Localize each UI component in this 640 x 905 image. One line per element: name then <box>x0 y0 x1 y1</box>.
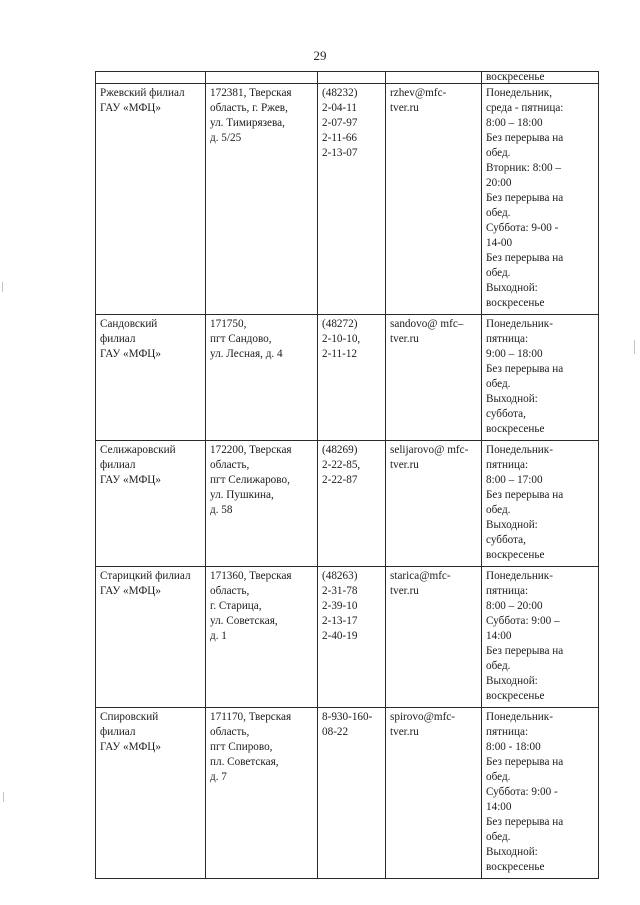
cell-line: Ржевский филиал <box>100 87 185 99</box>
cell-line: (48272) <box>322 318 358 330</box>
cell-schedule <box>482 441 599 567</box>
branches-table <box>95 71 599 879</box>
cell-line: 20:00 <box>486 177 512 189</box>
cell-line: 9:00 – 18:00 <box>486 348 543 360</box>
cell-schedule <box>482 567 599 708</box>
table-row <box>96 315 599 441</box>
cell-line: филиал <box>100 333 136 345</box>
cell-line: Без перерыва на <box>486 645 564 657</box>
cell-phones <box>318 441 386 567</box>
cell-line: обед. <box>486 504 511 516</box>
cell-line: пятница: <box>486 459 529 471</box>
table-row <box>96 84 599 315</box>
cell-line: Спировский <box>100 711 159 723</box>
cell-line: Суббота: 9:00 – <box>486 615 560 627</box>
cell-line: Выходной: <box>486 393 538 405</box>
cell-address <box>206 441 318 567</box>
cell-email <box>386 708 482 879</box>
cell-address <box>206 708 318 879</box>
cell-line: воскресенье <box>486 549 545 561</box>
cell-line: Сандовский <box>100 318 158 330</box>
cell-line: обед. <box>486 660 511 672</box>
cell-line: 171750, <box>210 318 247 330</box>
cell-line: Понедельник- <box>486 711 553 723</box>
cell-line: Без перерыва на <box>486 756 564 768</box>
cell-line: пгт Спирово, <box>210 741 273 753</box>
cell-line: 2-22-85, <box>322 459 361 471</box>
cell-line: 2-10-10, <box>322 333 361 345</box>
cell-line: (48263) <box>322 570 358 582</box>
cell-line: 171170, Тверская <box>210 711 292 723</box>
cell-line: ГАУ «МФЦ» <box>100 348 161 360</box>
cell-line: Селижаровский <box>100 444 176 456</box>
cell-schedule: воскресенье <box>482 72 599 84</box>
cell-line: 2-13-17 <box>322 615 358 627</box>
cell-schedule <box>482 315 599 441</box>
cell-line: Без перерыва на <box>486 252 564 264</box>
cell-phones <box>318 315 386 441</box>
table-row-continuation <box>96 72 599 84</box>
cell-line: ул. Пушкина, <box>210 489 274 501</box>
cell-line: г. Старица, <box>210 600 262 612</box>
cell-line: Выходной: <box>486 519 538 531</box>
cell-line: tver.ru <box>390 459 419 471</box>
cell-line: 172381, Тверская <box>210 87 292 99</box>
cell-line: 2-40-19 <box>322 630 358 642</box>
cell-line: 8:00 – 18:00 <box>486 117 543 129</box>
cell-line: воскресенье <box>486 861 545 873</box>
cell-email <box>386 441 482 567</box>
cell-line: 14:00 <box>486 630 512 642</box>
cell-line: среда - пятница: <box>486 102 564 114</box>
cell-line: 2-11-66 <box>322 132 358 144</box>
table-row <box>96 708 599 879</box>
cell-address <box>206 84 318 315</box>
table-row <box>96 441 599 567</box>
cell-email <box>386 84 482 315</box>
cell-line: Без перерыва на <box>486 816 564 828</box>
cell-line: д. 1 <box>210 630 227 642</box>
scan-mark <box>634 340 635 354</box>
cell-phones <box>318 567 386 708</box>
cell-line: tver.ru <box>390 726 419 738</box>
cell-line: пятница: <box>486 333 529 345</box>
cell-line: д. 7 <box>210 771 227 783</box>
cell-phones <box>318 84 386 315</box>
cell-line: tver.ru <box>390 102 419 114</box>
cell-line: пгт Сандово, <box>210 333 272 345</box>
cell-line: starica@mfc- <box>390 570 451 582</box>
cell-name <box>96 72 206 84</box>
cell-line: обед. <box>486 378 511 390</box>
cell-line: 8:00 – 20:00 <box>486 600 543 612</box>
cell-schedule <box>482 84 599 315</box>
cell-line: Без перерыва на <box>486 192 564 204</box>
cell-line: филиал <box>100 459 136 471</box>
cell-line: Понедельник- <box>486 444 553 456</box>
scan-mark <box>2 282 3 292</box>
cell-line: воскресенье <box>486 297 545 309</box>
cell-line: 2-11-12 <box>322 348 358 360</box>
cell-address <box>206 567 318 708</box>
cell-name <box>96 441 206 567</box>
cell-address <box>206 315 318 441</box>
cell-line: 8:00 – 17:00 <box>486 474 543 486</box>
cell-line: Без перерыва на <box>486 132 564 144</box>
cell-line: пятница: <box>486 585 529 597</box>
cell-line: ГАУ «МФЦ» <box>100 474 161 486</box>
cell-address <box>206 72 318 84</box>
cell-line: Без перерыва на <box>486 489 564 501</box>
cell-line: ул. Тимирязева, <box>210 117 285 129</box>
cell-phones <box>318 708 386 879</box>
cell-line: область, г. Ржев, <box>210 102 288 114</box>
cell-line: обед. <box>486 267 511 279</box>
cell-line: обед. <box>486 147 511 159</box>
cell-line: ГАУ «МФЦ» <box>100 585 161 597</box>
cell-line: sandovo@ mfc– <box>390 318 464 330</box>
cell-line: selijarovo@ mfc- <box>390 444 469 456</box>
cell-line: spirovo@mfc- <box>390 711 455 723</box>
cell-line: 2-13-07 <box>322 147 358 159</box>
cell-line: 171360, Тверская <box>210 570 292 582</box>
cell-line: обед. <box>486 207 511 219</box>
cell-name <box>96 315 206 441</box>
cell-line: Выходной: <box>486 282 538 294</box>
cell-line: воскресенье <box>486 423 545 435</box>
cell-email <box>386 315 482 441</box>
cell-line: д. 5/25 <box>210 132 242 144</box>
cell-line: 2-39-10 <box>322 600 358 612</box>
cell-line: Понедельник- <box>486 318 553 330</box>
cell-line: 8-930-160- <box>322 711 373 723</box>
cell-line: воскресенье <box>486 690 545 702</box>
cell-line: rzhev@mfc- <box>390 87 447 99</box>
cell-line: обед. <box>486 831 511 843</box>
cell-line: суббота, <box>486 534 526 546</box>
cell-email <box>386 567 482 708</box>
cell-line: 2-04-11 <box>322 102 358 114</box>
cell-line: 14-00 <box>486 237 513 249</box>
cell-line: 2-31-78 <box>322 585 358 597</box>
cell-line: суббота, <box>486 408 526 420</box>
cell-line: Выходной: <box>486 675 538 687</box>
cell-line: область, <box>210 585 250 597</box>
cell-line: д. 58 <box>210 504 233 516</box>
cell-line: (48232) <box>322 87 358 99</box>
cell-line: Суббота: 9:00 - <box>486 786 558 798</box>
cell-line: Старицкий филиал <box>100 570 191 582</box>
cell-phones <box>318 72 386 84</box>
cell-line: Суббота: 9-00 - <box>486 222 559 234</box>
cell-line: пятница: <box>486 726 529 738</box>
cell-name <box>96 84 206 315</box>
cell-line: (48269) <box>322 444 358 456</box>
cell-line: Вторник: 8:00 – <box>486 162 561 174</box>
cell-line: 172200, Тверская <box>210 444 292 456</box>
cell-line: ГАУ «МФЦ» <box>100 741 161 753</box>
cell-name <box>96 567 206 708</box>
cell-line: Понедельник- <box>486 570 553 582</box>
scan-mark <box>3 792 4 802</box>
cell-line: 14:00 <box>486 801 512 813</box>
cell-line: область, <box>210 726 250 738</box>
cell-line: обед. <box>486 771 511 783</box>
cell-schedule <box>482 708 599 879</box>
cell-name <box>96 708 206 879</box>
cell-line: Выходной: <box>486 846 538 858</box>
cell-line: Без перерыва на <box>486 363 564 375</box>
cell-line: 08-22 <box>322 726 349 738</box>
cell-line: Понедельник, <box>486 87 553 99</box>
cell-line: 2-07-97 <box>322 117 358 129</box>
page-number: 29 <box>313 48 327 63</box>
cell-line: ул. Советская, <box>210 615 278 627</box>
cell-line: пл. Советская, <box>210 756 279 768</box>
cell-line: 2-22-87 <box>322 474 358 486</box>
cell-line: tver.ru <box>390 333 419 345</box>
cell-email <box>386 72 482 84</box>
cell-line: ул. Лесная, д. 4 <box>210 348 283 360</box>
cell-line: филиал <box>100 726 136 738</box>
cell-line: ГАУ «МФЦ» <box>100 102 161 114</box>
cell-line: пгт Селижарово, <box>210 474 290 486</box>
cell-line: tver.ru <box>390 585 419 597</box>
table-row <box>96 567 599 708</box>
cell-line: 8:00 - 18:00 <box>486 741 541 753</box>
cell-line: область, <box>210 459 250 471</box>
